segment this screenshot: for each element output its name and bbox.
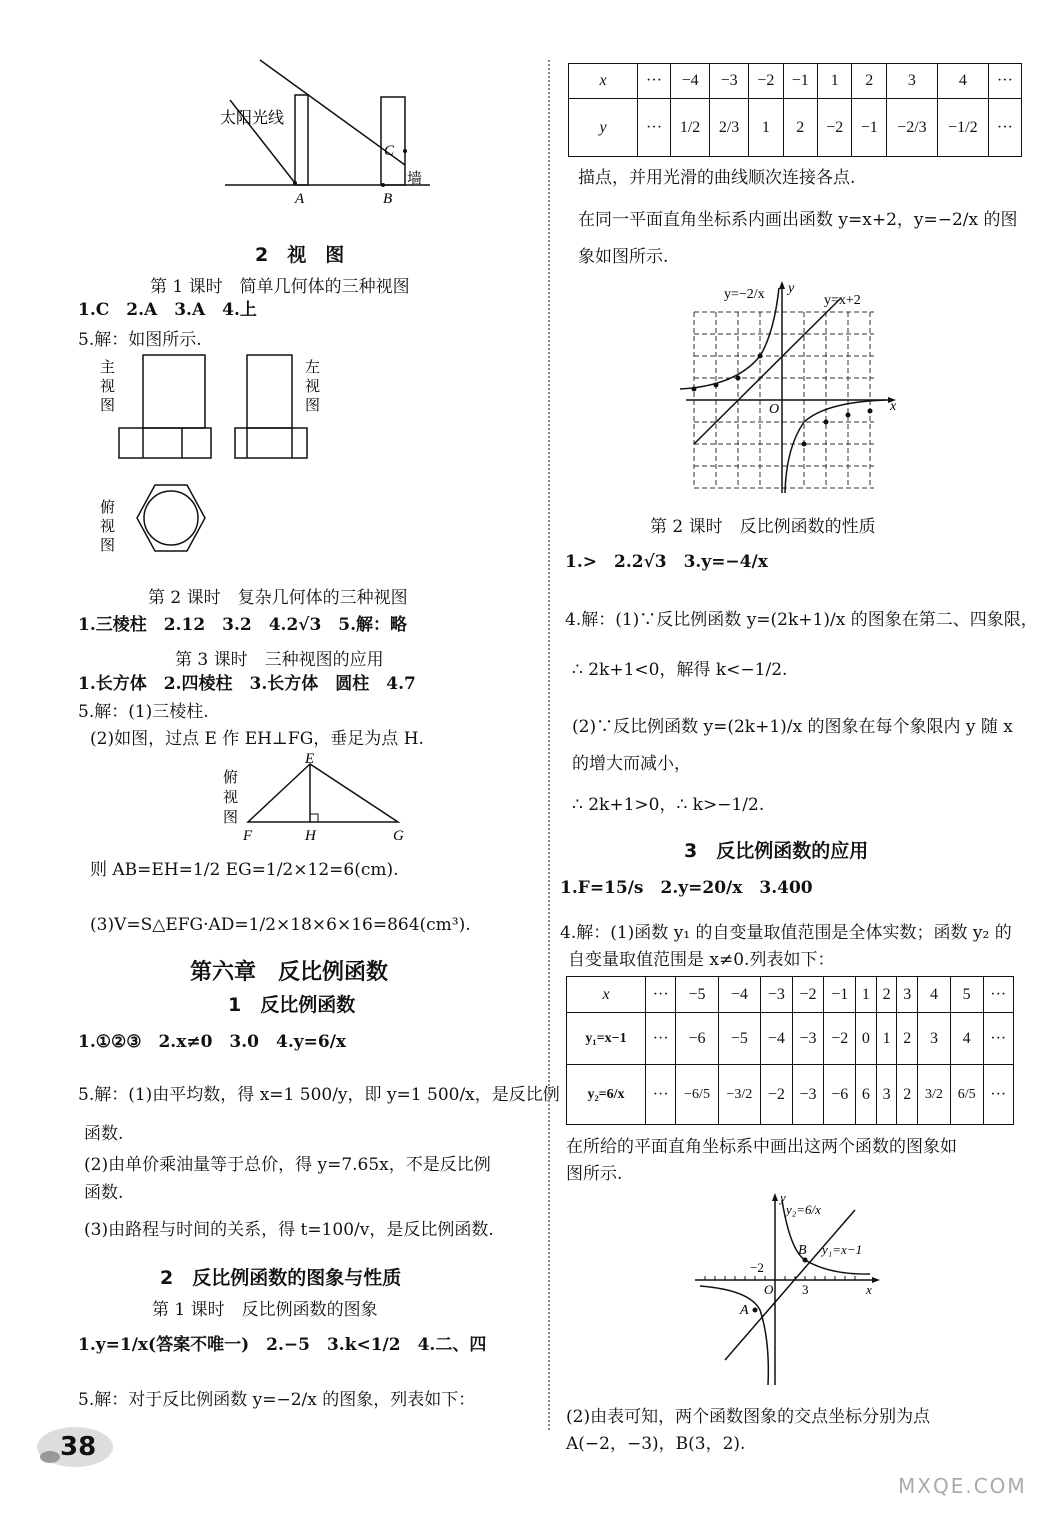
table-row: y₂=6/x ··· −6/5 −3/2 −2 −3 −6 6 3 2 3/2 6/5 ··· bbox=[567, 1065, 1014, 1125]
section3-title: 3 反比例函数的应用 bbox=[684, 840, 869, 862]
section3-q4-2b: 图所示. bbox=[566, 1164, 623, 1184]
sunlight-figure bbox=[215, 55, 445, 210]
svg-text:视: 视 bbox=[100, 519, 116, 535]
svg-text:图: 图 bbox=[100, 538, 116, 554]
section3-q4-1: 4.解：(1)函数 y₁ 的自变量取值范围是全体实数；函数 y₂ 的 bbox=[560, 923, 1012, 943]
section1-title: 1 反比例函数 bbox=[228, 994, 356, 1016]
lesson3-answers: 1.长方体 2.四棱柱 3.长方体 圆柱 4.7 bbox=[78, 674, 416, 694]
section3-q4-2: 在所给的平面直角坐标系中画出这两个函数的图象如 bbox=[566, 1137, 957, 1157]
section2-title: 2 反比例函数的图象与性质 bbox=[160, 1267, 402, 1289]
table-row: y₁=x−1 ··· −6 −5 −4 −3 −2 0 1 2 3 4 ··· bbox=[567, 1013, 1014, 1065]
section-views-title: 2 视 图 bbox=[255, 244, 345, 266]
svg-text:主: 主 bbox=[100, 360, 116, 376]
point-c-label: C bbox=[384, 143, 395, 159]
lesson2-title: 第 2 课时 复杂几何体的三种视图 bbox=[148, 588, 408, 608]
props-q4-2: ∴ 2k+1<0，解得 k<−1/2. bbox=[572, 660, 788, 680]
section1-answers: 1.①②③ 2.x≠0 3.0 4.y=6/x bbox=[78, 1032, 347, 1052]
chapter6-title: 第六章 反比例函数 bbox=[190, 960, 389, 985]
section1-q5-1: 5.解：(1)由平均数，得 x=1 500/y，即 y=1 500/x，是反比例 bbox=[78, 1085, 560, 1105]
graph1-y-label: y bbox=[788, 281, 795, 296]
graph2-eq1: y₂=6/x bbox=[786, 1202, 821, 1217]
lesson2-right-title: 第 2 课时 反比例函数的性质 bbox=[650, 517, 876, 537]
table-two-functions bbox=[566, 976, 1014, 1125]
triangle-figure bbox=[215, 752, 415, 847]
graph1-origin: O bbox=[769, 402, 780, 417]
graph2-tick-neg2: −2 bbox=[750, 1260, 764, 1275]
svg-text:图: 图 bbox=[100, 398, 116, 414]
table-row: x ··· −4 −3 −2 −1 1 2 3 4 ··· bbox=[569, 64, 1022, 99]
section3-answers: 1.F=15/s 2.y=20/x 3.400 bbox=[560, 878, 813, 898]
svg-text:视: 视 bbox=[223, 790, 239, 806]
props-q4-3: (2)∵反比例函数 y=(2k+1)/x 的图象在每个象限内 y 随 x bbox=[572, 717, 1013, 737]
section1-q5-2: (2)由单价乘油量等于总价，得 y=7.65x，不是反比例 bbox=[84, 1155, 491, 1175]
props-answers: 1.> 2.2√3 3.y=−4/x bbox=[565, 552, 768, 572]
graph2-tick-3: 3 bbox=[802, 1282, 809, 1297]
wall-label: 墙 bbox=[407, 171, 423, 187]
point-g-label: G bbox=[393, 828, 404, 844]
point-f-label: F bbox=[243, 828, 253, 844]
lesson3-q5-2: (2)如图，过点 E 作 EH⊥FG，垂足为点 H. bbox=[90, 729, 424, 749]
point-a-label: A bbox=[295, 191, 305, 207]
lesson1-title: 第 1 课时 简单几何体的三种视图 bbox=[150, 277, 410, 297]
lesson3-title: 第 3 课时 三种视图的应用 bbox=[175, 650, 384, 670]
svg-text:视: 视 bbox=[305, 379, 321, 395]
point-b-label: B bbox=[383, 191, 393, 207]
table-row: y ··· 1/2 2/3 1 2 −2 −1 −2/3 −1/2 ··· bbox=[569, 99, 1022, 157]
section3-q4-3b: A(−2，−3)，B(3，2). bbox=[566, 1434, 746, 1454]
svg-text:俯: 俯 bbox=[100, 500, 116, 516]
section1-q5-1b: 函数. bbox=[84, 1124, 124, 1144]
svg-text:图: 图 bbox=[223, 810, 239, 826]
svg-text:图: 图 bbox=[305, 398, 321, 414]
graph-two-functions bbox=[690, 1190, 890, 1390]
lesson2-answers: 1.三棱柱 2.12 3.2 4.2√3 5.解：略 bbox=[78, 615, 408, 635]
graph2-y-label: y bbox=[780, 1190, 786, 1205]
svg-text:俯: 俯 bbox=[223, 770, 239, 786]
graph2-origin: O bbox=[764, 1282, 774, 1297]
right-text-a: 描点，并用光滑的曲线顺次连接各点. bbox=[578, 168, 856, 188]
graph2-eq2: y₁=x−1 bbox=[822, 1242, 863, 1257]
section3-q4-3: (2)由表可知，两个函数图象的交点坐标分别为点 bbox=[566, 1407, 931, 1427]
lesson3-q5-3: 则 AB=EH=1/2 EG=1/2×12=6(cm). bbox=[90, 860, 399, 880]
page-number: 38 bbox=[60, 1432, 97, 1462]
svg-text:左: 左 bbox=[305, 360, 321, 376]
lesson1-q5: 5.解：如图所示. bbox=[78, 330, 202, 350]
props-q4-3b: 的增大而减小， bbox=[572, 754, 691, 774]
props-q4-4: ∴ 2k+1>0，∴ k>−1/2. bbox=[572, 795, 765, 815]
section1-q5-3: (3)由路程与时间的关系，得 t=100/v，是反比例函数. bbox=[84, 1220, 494, 1240]
point-e-label: E bbox=[305, 752, 315, 767]
right-text-b2: 象如图所示. bbox=[578, 247, 669, 267]
props-q4-1: 4.解：(1)∵反比例函数 y=(2k+1)/x 的图象在第二、四象限， bbox=[565, 610, 1038, 630]
section2-answers: 1.y=1/x(答案不唯一) 2.−5 3.k<1/2 4.二、四 bbox=[78, 1335, 487, 1355]
graph1-eq2: y=x+2 bbox=[824, 293, 861, 308]
graph1-x-label: x bbox=[890, 399, 897, 414]
section2-lesson1-title: 第 1 课时 反比例函数的图象 bbox=[152, 1300, 378, 1320]
table-inverse-values bbox=[568, 63, 1022, 157]
graph-inverse-linear bbox=[676, 278, 906, 498]
lesson3-q5-4: (3)V=S△EFG·AD=1/2×18×6×16=864(cm³). bbox=[90, 915, 471, 935]
graph2-point-a: A bbox=[740, 1303, 749, 1318]
section3-q4-1b: 自变量取值范围是 x≠0.列表如下： bbox=[568, 950, 835, 970]
graph2-point-b: B bbox=[798, 1243, 807, 1258]
sunlight-label: 太阳光线 bbox=[220, 110, 285, 127]
lesson3-q5-1: 5.解：(1)三棱柱. bbox=[78, 702, 209, 722]
point-h-label: H bbox=[305, 828, 316, 844]
table-row: x ··· −5 −4 −3 −2 −1 1 2 3 4 5 ··· bbox=[567, 977, 1014, 1013]
column-divider bbox=[548, 60, 550, 1430]
right-text-b: 在同一平面直角坐标系内画出函数 y=x+2，y=−2/x 的图 bbox=[578, 210, 1018, 230]
lesson1-answers: 1.C 2.A 3.A 4.上 bbox=[78, 300, 257, 320]
graph2-x-label: x bbox=[866, 1282, 872, 1297]
watermark: MXQE.COM bbox=[898, 1474, 1027, 1498]
section1-q5-2b: 函数. bbox=[84, 1183, 124, 1203]
svg-text:视: 视 bbox=[100, 379, 116, 395]
section2-q5: 5.解：对于反比例函数 y=−2/x 的图象，列表如下： bbox=[78, 1390, 476, 1410]
three-views-figure bbox=[95, 350, 325, 575]
graph1-eq1: y=−2/x bbox=[724, 287, 765, 302]
